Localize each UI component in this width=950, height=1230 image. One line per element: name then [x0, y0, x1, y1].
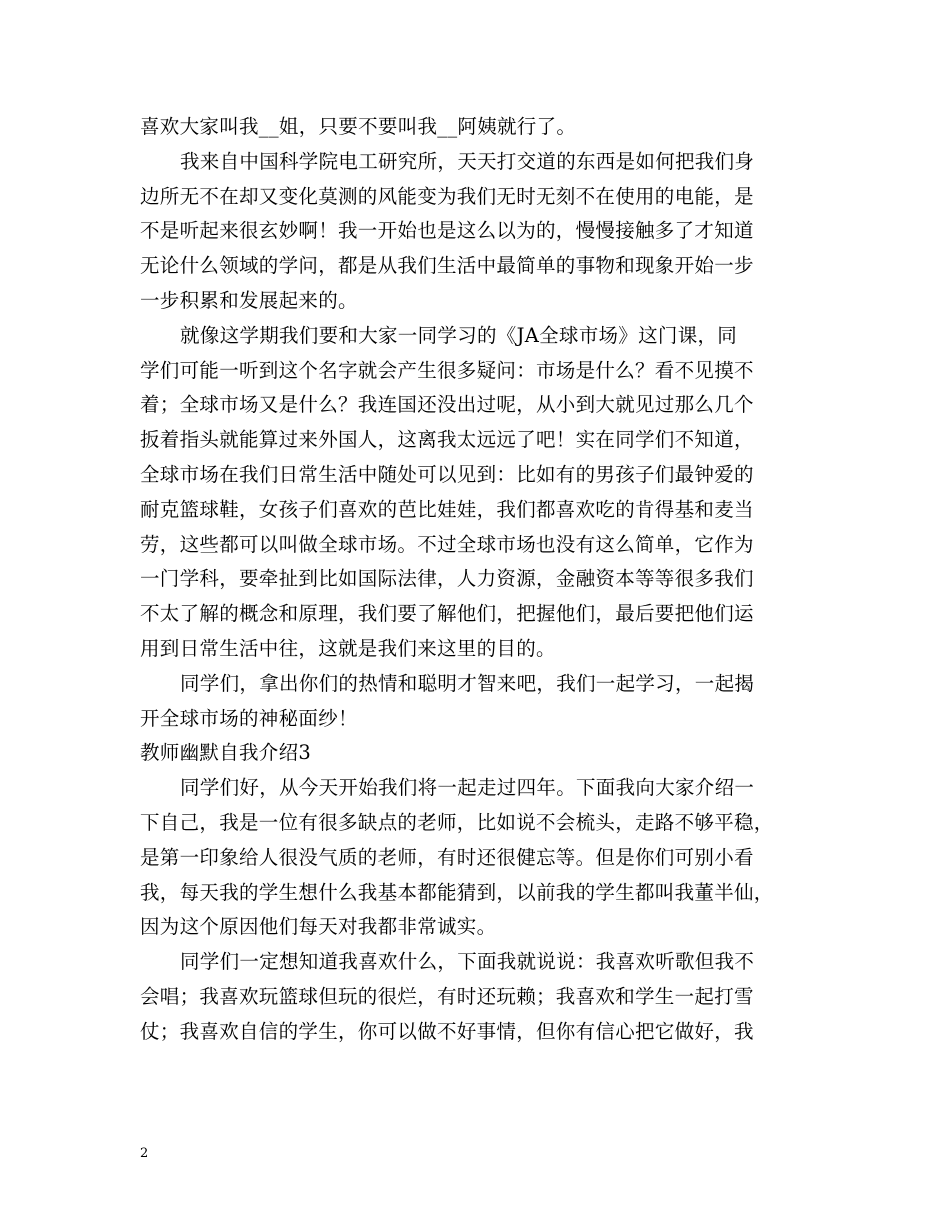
text-line: 同学们，拿出你们的热情和聪明才智来吧，我们一起学习，一起揭	[180, 671, 755, 695]
text-line: 喜欢大家叫我__姐，只要不要叫我__阿姨就行了。	[140, 115, 577, 138]
text-line: 我来自中国科学院电工研究所，天天打交道的东西是如何把我们身	[180, 149, 755, 173]
text-line: 同学们好，从今天开始我们将一起走过四年。下面我向大家介绍一	[180, 776, 755, 800]
text-line: 下自己，我是一位有很多缺点的老师，比如说不会梳头，走路不够平稳，	[140, 810, 774, 834]
text-line: 仗；我喜欢自信的学生，你可以做不好事情，但你有信心把它做好，我	[140, 1019, 754, 1043]
text-line: 不是听起来很玄妙啊！我一开始也是这么以为的，慢慢接触多了才知道	[140, 219, 754, 243]
text-line: 是第一印象给人很没气质的老师，有时还很健忘等。但是你们可别小看	[140, 845, 754, 869]
text-line: 耐克篮球鞋，女孩子们喜欢的芭比娃娃，我们都喜欢吃的肯得基和麦当	[140, 497, 754, 521]
text-line: 劳，这些都可以叫做全球市场。不过全球市场也没有这么简单，它作为	[140, 532, 754, 556]
page-number: 2	[140, 1146, 149, 1161]
text-line: 一门学科，要牵扯到比如国际法律，人力资源，金融资本等等很多我们	[140, 567, 754, 591]
text-line: 同学们一定想知道我喜欢什么，下面我就说说：我喜欢听歌但我不	[180, 950, 755, 974]
text-line: 无论什么领域的学问，都是从我们生活中最简单的事物和现象开始一步	[140, 254, 754, 278]
text-line: 会唱；我喜欢玩篮球但玩的很烂，有时还玩赖；我喜欢和学生一起打雪	[140, 984, 754, 1008]
text-line: 着；全球市场又是什么？我连国还没出过呢，从小到大就见过那么几个	[140, 393, 754, 417]
text-line: 不太了解的概念和原理，我们要了解他们，把握他们，最后要把他们运	[140, 602, 754, 626]
text-line: 开全球市场的神秘面纱！	[140, 706, 358, 730]
text-line: 全球市场在我们日常生活中随处可以见到：比如有的男孩子们最钟爱的	[140, 462, 754, 486]
text-line: 扳着指头就能算过来外国人，这离我太远远了吧！实在同学们不知道，	[140, 428, 754, 452]
text-line: 就像这学期我们要和大家一同学习的《JA全球市场》这门课，同	[180, 323, 738, 347]
text-line: 一步积累和发展起来的。	[140, 288, 358, 312]
text-line: 因为这个原因他们每天对我都非常诚实。	[140, 915, 497, 939]
section-heading: 教师幽默自我介绍3	[140, 741, 312, 765]
text-line: 用到日常生活中往，这就是我们来这里的目的。	[140, 636, 556, 660]
text-line: 学们可能一听到这个名字就会产生很多疑问：市场是什么？看不见摸不	[140, 358, 754, 382]
text-line: 我，每天我的学生想什么我基本都能猜到，以前我的学生都叫我董半仙，	[140, 880, 774, 904]
text-line: 边所无不在却又变化莫测的风能变为我们无时无刻不在使用的电能，是	[140, 184, 754, 208]
document-body	[140, 110, 820, 1050]
